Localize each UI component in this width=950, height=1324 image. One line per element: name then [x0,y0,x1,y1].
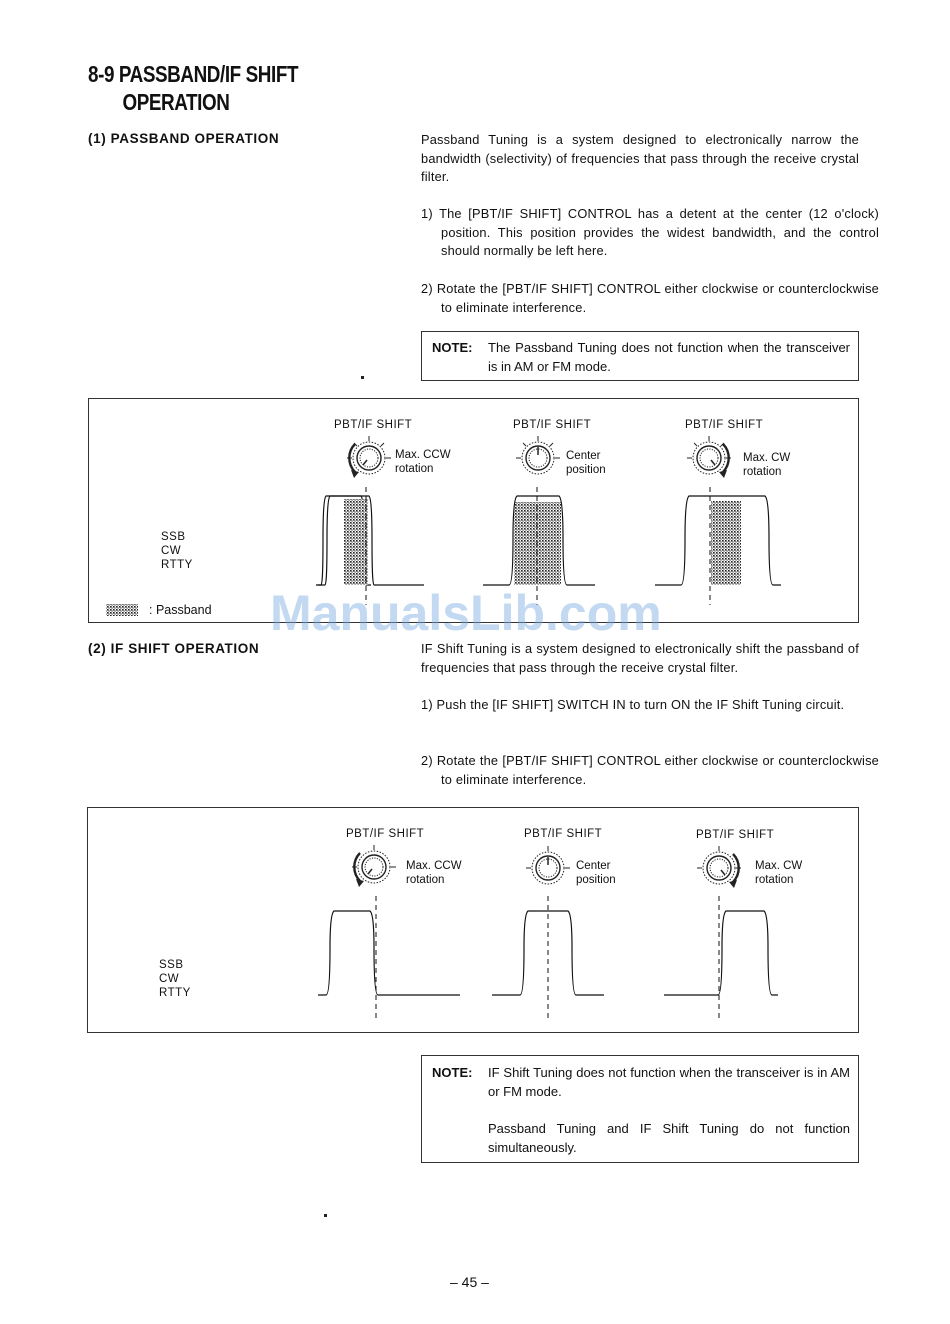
knob-label-ccw: PBT/IF SHIFT [334,419,413,431]
center-caption: Center position [566,450,606,476]
passband-curve-cw [655,487,781,605]
passband-note [421,331,859,381]
note-text: The Passband Tuning does not function when the transceiver is in AM or FM mode. [488,340,850,374]
cw-caption: Max. CW rotation [755,860,803,886]
passband-legend-swatch [106,604,138,616]
page-number: – 45 – [450,1274,489,1290]
note-text-1: IF Shift Tuning does not function when the transceiver is in AM or FM mode. [488,1065,850,1099]
knob-ccw-icon [347,436,391,478]
ccw-caption: Max. CCW rotation [406,860,462,886]
mode-list: SSB CW RTTY [159,959,191,999]
mode-list: SSB CW RTTY [161,531,193,571]
ifshift-curve-cw [664,896,778,1018]
speck [324,1214,327,1217]
watermark: ManualsLib.com [270,585,662,641]
note-label: NOTE: [432,340,473,355]
knob-center-icon [526,846,570,884]
knob-label-cw: PBT/IF SHIFT [685,419,764,431]
ifshift-curve-center [492,896,604,1018]
passband-step-1: 1) The [PBT/IF SHIFT] CONTROL has a detent at the center (12 o'clock) position. This position provides the widest bandwidth, and the control should normally be left here. [421,206,879,258]
note-label: NOTE: [432,1065,473,1080]
ccw-caption: Max. CCW rotation [395,449,451,475]
knob-cw-icon [687,436,731,478]
ifshift-step-2: 2) Rotate the [PBT/IF SHIFT] CONTROL either clockwise or counterclockwise to eliminate interference. [421,753,879,787]
passband-heading: (1) PASSBAND OPERATION [88,131,280,146]
center-caption: Center position [576,860,616,886]
knob-center-icon [516,436,560,474]
passband-legend-label: : Passband [149,603,212,617]
ifshift-step-1: 1) Push the [IF SHIFT] SWITCH IN to turn ON the IF Shift Tuning circuit. [421,697,845,712]
knob-label-center: PBT/IF SHIFT [524,828,603,840]
knob-label-cw: PBT/IF SHIFT [696,829,775,841]
knob-label-ccw: PBT/IF SHIFT [346,828,425,840]
page-title [88,60,298,116]
ifshift-figure [87,807,859,1033]
ifshift-note [421,1055,859,1163]
ifshift-diagram [88,808,860,1034]
title-line2: OPERATION [122,89,230,115]
knob-ccw-icon [352,845,396,887]
note-text-2: Passband Tuning and IF Shift Tuning do not function simultaneously. [488,1121,850,1155]
title-line1: 8-9 PASSBAND/IF SHIFT [88,61,299,87]
speck [361,376,364,379]
knob-cw-icon [697,846,741,888]
ifshift-intro: IF Shift Tuning is a system designed to electronically shift the passband of frequencies that pass through the receive crystal filter. [421,641,859,675]
knob-label-center: PBT/IF SHIFT [513,419,592,431]
ifshift-heading: (2) IF SHIFT OPERATION [88,641,260,656]
passband-step-2: 2) Rotate the [PBT/IF SHIFT] CONTROL either clockwise or counterclockwise to eliminate interference. [421,281,879,315]
ifshift-curve-ccw [318,896,460,1018]
passband-intro: Passband Tuning is a system designed to electronically narrow the bandwidth (selectivity) of frequencies that pass through the receive crystal filter. [421,132,859,184]
cw-caption: Max. CW rotation [743,452,791,478]
